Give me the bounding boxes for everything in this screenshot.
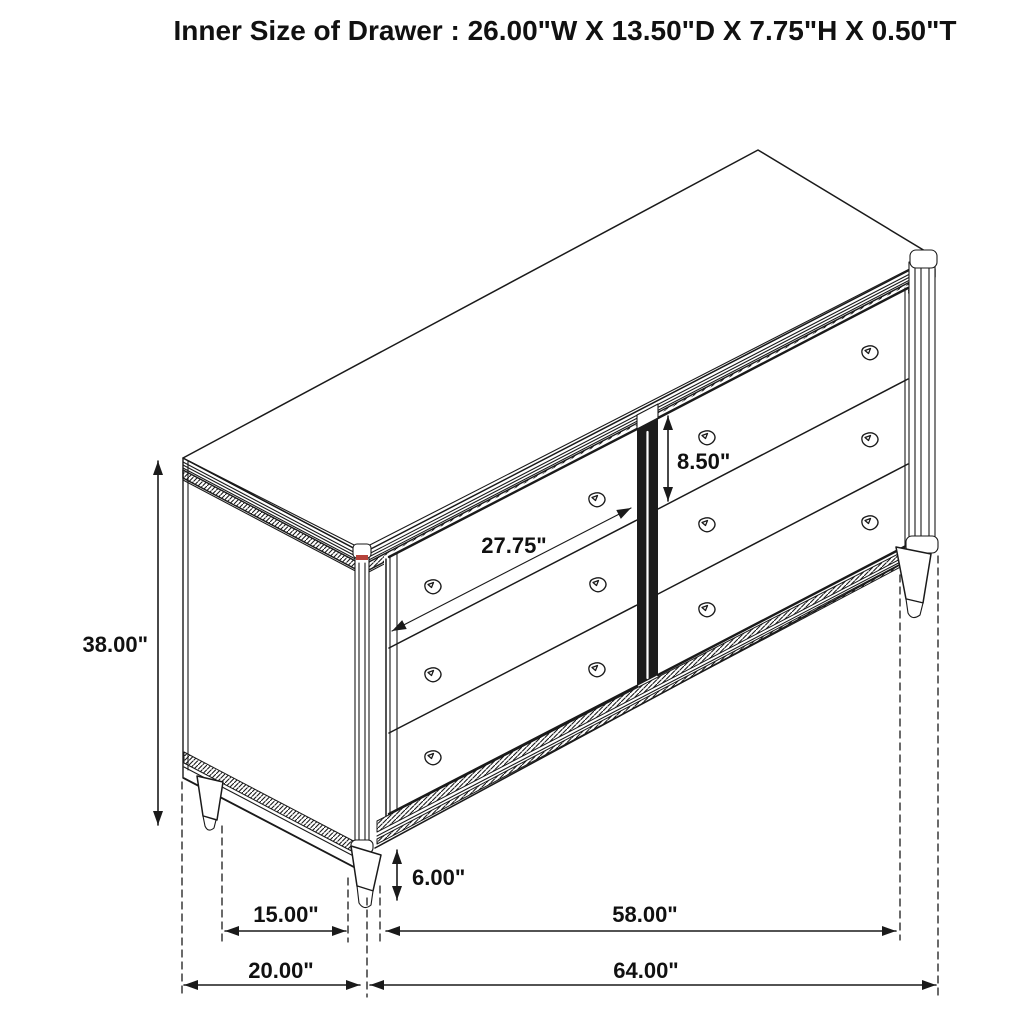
front-right-corner-post xyxy=(906,250,938,553)
front-left-leg xyxy=(351,846,381,908)
drawer-knob xyxy=(425,751,441,765)
dim-label-drawer-front-width: 27.75" xyxy=(481,533,547,558)
drawer-knob xyxy=(425,580,441,594)
corner-accent-red xyxy=(356,555,368,560)
drawer-knob xyxy=(589,493,605,507)
drawer-knob xyxy=(590,578,606,592)
center-divider xyxy=(637,404,658,686)
dim-label-drawer-front-height: 8.50" xyxy=(677,449,731,474)
dimension-overall-height xyxy=(83,461,158,825)
drawer-knob xyxy=(862,346,878,360)
dimension-leg-span-front xyxy=(386,902,896,931)
dimension-overall-depth xyxy=(184,958,360,985)
dimension-leg-span-side xyxy=(225,902,346,931)
drawer-knob xyxy=(862,433,878,447)
drawer-knob xyxy=(699,518,715,532)
dimension-leg-height xyxy=(397,850,465,900)
dimension-overall-width xyxy=(370,958,936,985)
dim-label-leg-height: 6.00" xyxy=(412,865,466,890)
dim-label-leg-span-side: 15.00" xyxy=(253,902,319,927)
dim-label-leg-span-front: 58.00" xyxy=(612,902,678,927)
drawer-knob xyxy=(699,603,715,617)
drawer-knob xyxy=(425,668,441,682)
drawer-knob xyxy=(589,663,605,677)
drawer-knob xyxy=(862,516,878,530)
dim-label-overall-width: 64.00" xyxy=(613,958,679,983)
dim-label-overall-depth: 20.00" xyxy=(248,958,314,983)
drawer-knob xyxy=(699,431,715,445)
diagram-title: Inner Size of Drawer : 26.00"W X 13.50"D X 7.75"H X 0.50"T xyxy=(173,15,957,46)
dresser-drawing xyxy=(83,150,938,997)
dim-label-overall-height: 38.00" xyxy=(82,632,148,657)
back-left-leg xyxy=(197,776,223,830)
front-right-leg xyxy=(896,547,931,618)
